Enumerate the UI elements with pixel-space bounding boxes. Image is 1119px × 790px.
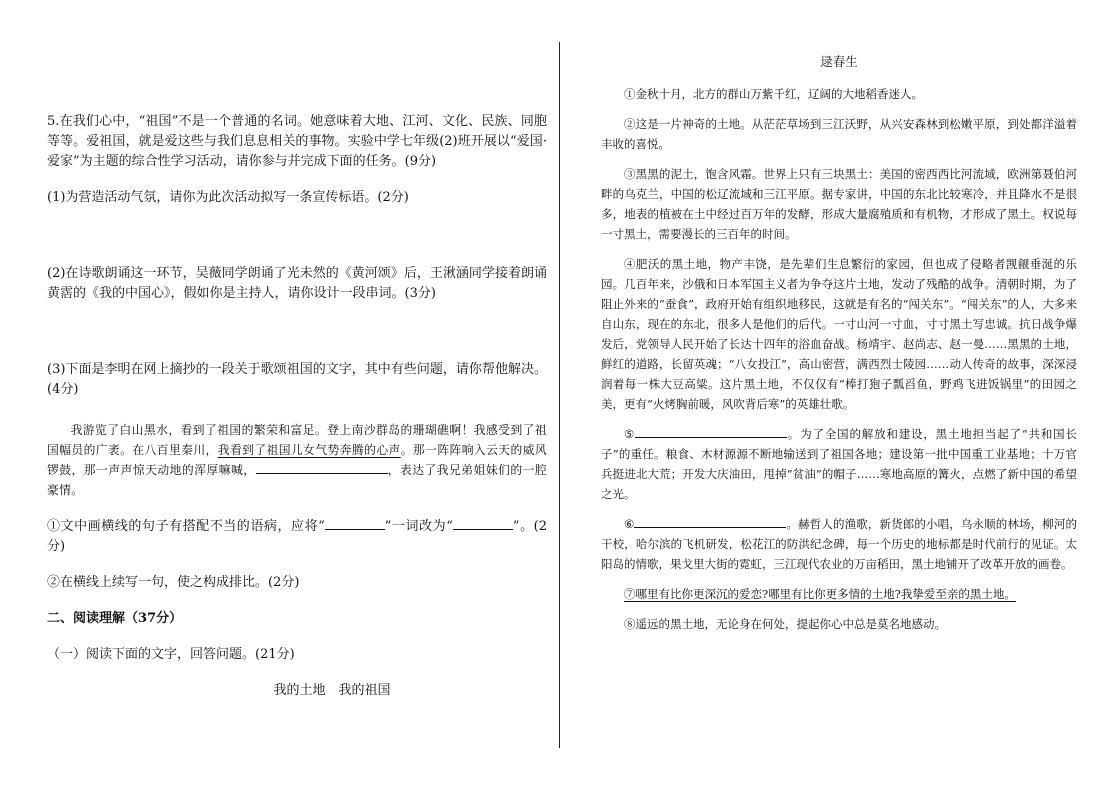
paragraph-4: ④肥沃的黑土地，物产丰饶，是先辈们生息繁衍的家园，但也成了侵略者觊觎垂涎的乐园。几百年来，沙俄和日本军国主义者为争夺这片土地，发动了残酷的战争。清朝时期，为了阻止外来的“蚕食”，政府开始有组织地移民，这就是有名的“闯关东”。“闯关东”的人，大多来自山东，现在的东北，很多人是他们的后代。一寸山河一寸血，寸寸黑土写忠诚。抗日战争爆发后，党领导人民开始了长达十四年的浴血奋战。杨靖宇、赵尚志、赵一曼……黑黑的土地，鲜红的道路，长留英魂；“八女投江”，高山密营，满西烈士陵园……动人传奇的故事，深深浸润着每一株大豆高粱。这片黑土地，不仅仅有“棒打狍子瓢舀鱼，野鸡飞进饭锅里”的田园之美，更有“火烤胸前暖，风吹背后寒”的英雄壮歌。 [601,257,1077,411]
paragraph-8: ⑧遥远的黑土地，无论身在何处，提起你心中总是莫名地感动。 [624,617,946,631]
paragraph-2: ②这是一片神奇的土地。从茫茫草场到三江沃野，从兴安森林到松嫩平原，到处都洋溢着丰收的喜悦。 [601,117,1077,151]
paragraph-3: ③黑黑的泥土，饱含风霜。世界上只有三块黑土：美国的密西西比河流域，欧洲第聂伯河畔的乌克兰，中国的松辽流域和三江平原。据专家讲，中国的东北比较寒冷，并且降水不是很多，地表的植被在土中经过百万年的发酵，形成大量腐殖质和有机物，才形成了黑土。权说每一寸黑土，需要漫长的三百年的时间。 [601,167,1077,241]
section-heading: 二、阅读理解（37分） [47,611,183,626]
part-heading: （一）阅读下面的文字，回答问题。(21分) [47,647,295,662]
answer-blank[interactable] [325,516,385,530]
paragraph-7: ⑦哪里有比你更深沉的爱恋?哪里有比你更多情的土地?我挚爱至亲的黑土地。 [624,587,1016,601]
answer-blank[interactable] [635,424,787,438]
question-5-1: (1)为营造活动气氛，请你为此次活动拟写一条宣传标语。(2分) [47,190,409,205]
answer-blank[interactable] [453,516,513,530]
excerpt-passage: 我游览了白山黑水，看到了祖国的繁荣和富足。登上南沙群岛的珊瑚礁啊！我感受到了祖国幅员的广袤。在八百里秦川，我看到了祖国儿女气势奔腾的心声。那一阵阵响入云天的威风锣鼓，那一声声惊天动地的浑厚嘛喊， ，表达了我兄弟姐妹们的一腔豪情。 [47,423,547,497]
paragraph-5: ⑤ 。为了全国的解放和建设，黑土地担当起了“共和国长子”的重任。粮食、木材源源不断地输送到了祖国各地；建设第一批中国重工业基地；十万官兵挺进北大荒；开发大庆油田，甩掉“贫油”的帽子……寒地高原的篝火，点燃了新中国的希望之光。 [601,424,1077,504]
underlined-sentence: 我看到了祖国儿女气势奔腾的心声 [217,443,401,457]
answer-blank[interactable] [634,514,786,528]
paragraph-1: ①金秋十月，北方的群山万紫千红，辽阔的大地稻香迷人。 [624,87,923,101]
question-5-intro: 5.在我们心中，“祖国”不是一个普通的名词。她意味着大地、江河、文化、民族、同胞等等。爱祖国，就是爱这些与我们息息相关的事物。实验中学七年级(2)班开展以“爱国·爱家”为主题的综合性学习活动，请你参与并完成下面的任务。(9分) [47,114,547,169]
article-author: 逯春生 [820,54,858,69]
right-column [601,52,1077,644]
left-column [47,112,547,701]
question-5-3: (3)下面是李明在网上摘抄的一段关于歌颂祖国的文字，其中有些问题，请你帮他解决。(4分) [47,362,547,397]
column-divider [559,42,560,748]
article-title: 我的土地 我的祖国 [273,683,391,698]
paragraph-6: ⑥ 。赫哲人的渔歌，新货郎的小唱，乌永顺的林场，柳河的干校，哈尔滨的飞机研发，松花江的防洪纪念碑，每一个历史的地标都是时代前行的见证。太阳岛的情歌，果戈里大街的霓虹，三江现代农业的万亩稻田，黑土地铺开了改革开放的画卷。 [601,514,1077,574]
sub-question-2: ②在横线上续写一句，使之构成排比。(2分) [47,575,300,590]
question-5-2: (2)在诗歌朗诵这一环节，吴薇同学朗诵了光未然的《黄河颂》后，王湫涵同学接着朗诵黄霑的《我的中国心》，假如你是主持人，请你设计一段串词。(3分) [47,266,547,301]
answer-blank[interactable] [256,460,388,474]
sub-question-1: ①文中画横线的句子有搭配不当的语病，应将“ ”一词改为“ ”。(2分) [47,516,547,557]
